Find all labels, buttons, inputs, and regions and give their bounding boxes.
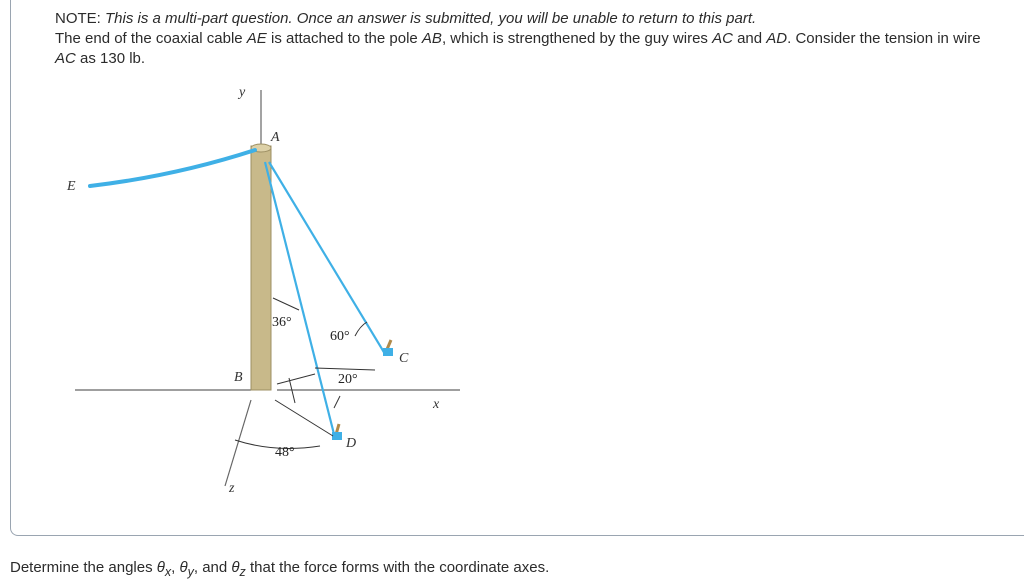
cable-ae <box>90 150 255 186</box>
text-ac2: AC <box>55 50 76 67</box>
anchor-c-plate <box>383 348 393 356</box>
sub-question <box>10 558 549 582</box>
angle-60-arrow <box>355 322 367 336</box>
label-a: A <box>271 130 280 145</box>
text-s5: . Consider the tension in wire <box>787 30 981 47</box>
question-sep-1: , <box>171 559 180 576</box>
problem-statement <box>55 9 995 69</box>
angle-36-arrow <box>273 298 299 310</box>
label-angle-20: 20° <box>338 372 358 387</box>
subscript-z: z <box>239 565 246 579</box>
theta-z-symbol: θ <box>231 559 240 576</box>
question-sep-2: , and <box>193 559 232 576</box>
base-line-2 <box>275 400 333 436</box>
theta-y-symbol: θ <box>179 559 188 576</box>
label-y: y <box>239 85 246 100</box>
label-x: x <box>433 397 440 412</box>
ground-ref <box>315 368 375 370</box>
label-angle-60: 60° <box>330 329 350 344</box>
label-angle-48: 48° <box>275 445 295 460</box>
label-c: C <box>399 351 409 366</box>
text-s3: , which is strengthened by the guy wires <box>441 30 713 47</box>
text-ae: AE <box>246 30 267 47</box>
label-e: E <box>67 179 76 194</box>
text-s4: and <box>732 30 767 47</box>
anchor-d-plate <box>332 432 342 440</box>
wire-ad <box>265 162 335 438</box>
text-ab: AB <box>421 30 442 47</box>
label-z: z <box>229 481 235 496</box>
question-text-2: that the force forms with the coordinate axes. <box>245 559 550 576</box>
text-s6: as 130 lb. <box>75 50 146 67</box>
text-ac: AC <box>712 30 733 47</box>
label-angle-36: 36° <box>272 315 292 330</box>
text-s1: The end of the coaxial cable <box>55 30 247 47</box>
subscript-x: x <box>164 565 172 579</box>
text-s2: is attached to the pole <box>266 30 422 47</box>
angle-20-arrow <box>334 396 340 408</box>
theta-x-symbol: θ <box>156 559 165 576</box>
note-line <box>55 9 995 29</box>
subscript-y: y <box>187 565 194 579</box>
problem-text <box>55 29 995 69</box>
label-b: B <box>234 370 243 385</box>
text-ad: AD <box>766 30 788 47</box>
label-d: D <box>346 436 357 451</box>
pole-cable-figure <box>55 78 475 498</box>
pole-ab <box>251 146 271 390</box>
note-text: This is a multi-part question. Once an answer is submitted, you will be unable to return to this part. <box>105 10 757 27</box>
note-prefix: NOTE: <box>55 10 106 27</box>
question-text-1: Determine the angles <box>10 559 157 576</box>
base-line-1 <box>277 374 315 384</box>
